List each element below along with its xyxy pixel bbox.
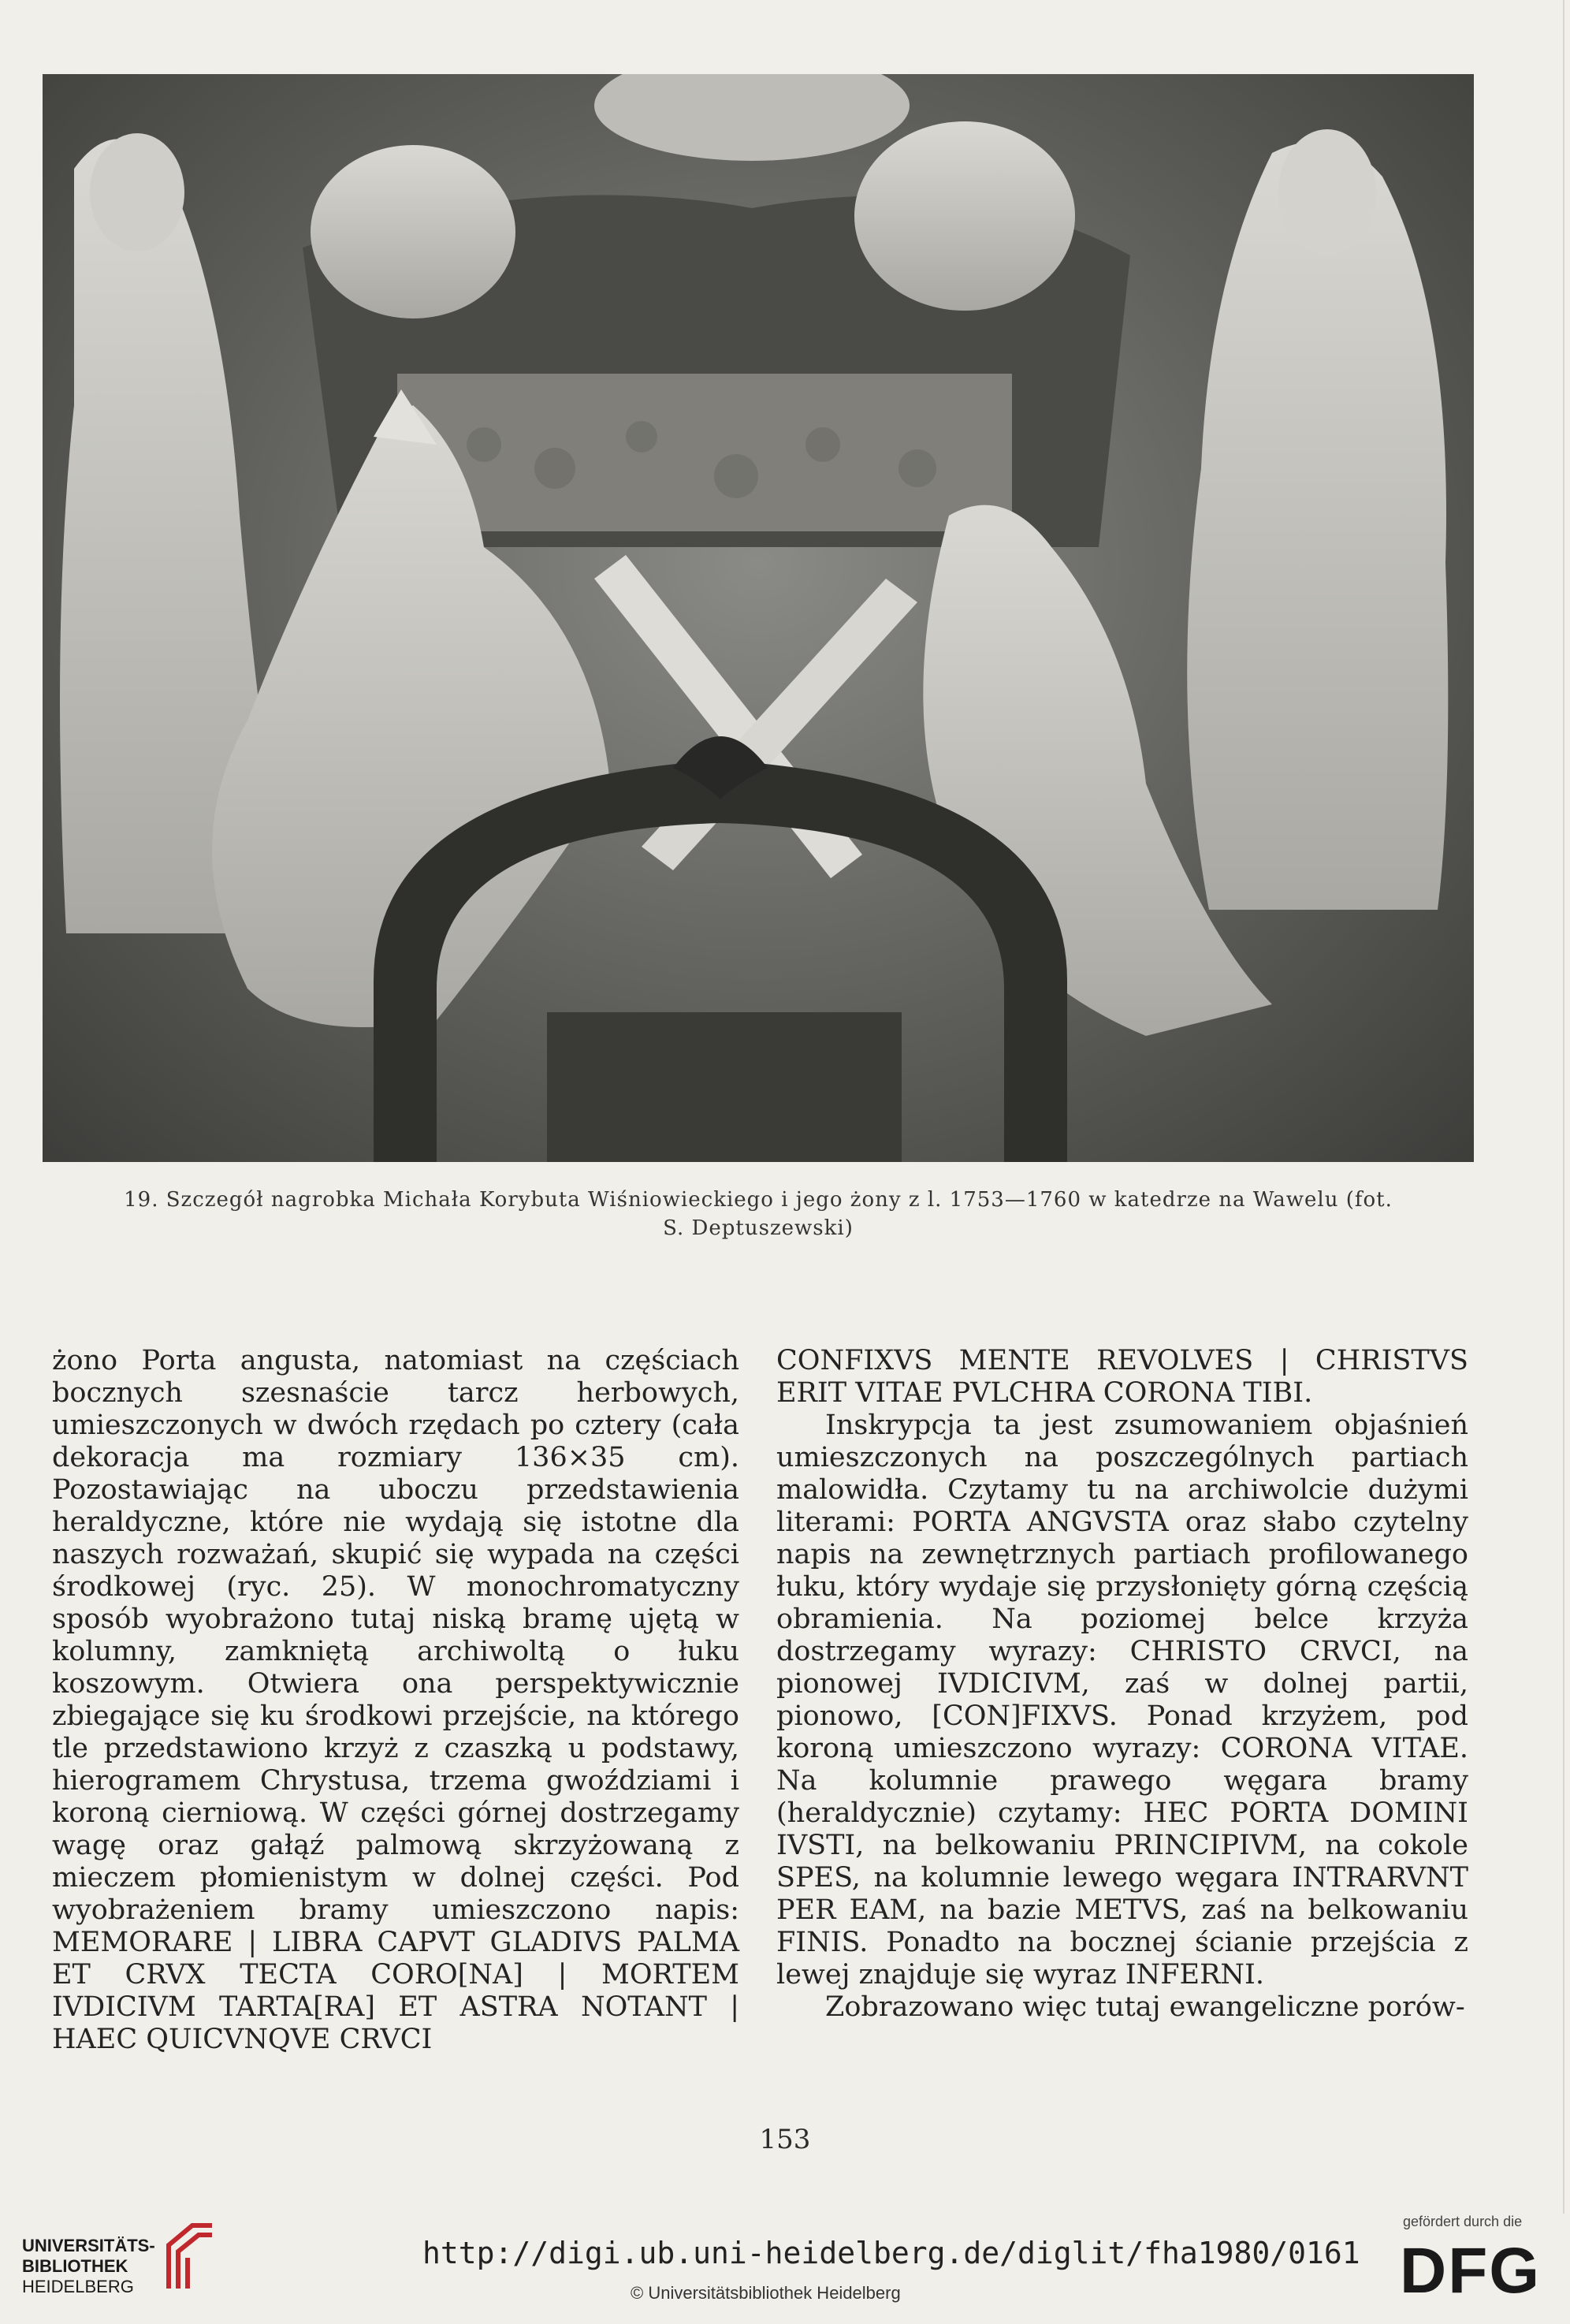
library-logo-icon (161, 2222, 216, 2294)
dfg-logo: DFG (1400, 2235, 1542, 2307)
caption-line-1: 19. Szczegół nagrobka Michała Korybuta Wiśniowieckiego i jego żony z l. 1753—1760 w katedrze na Wawelu (fot. (124, 1188, 1393, 1212)
permalink-url[interactable]: http://digi.ub.uni-heidelberg.de/diglit/fha1980/0161 (422, 2236, 1360, 2270)
left-paragraph: żono Porta angusta, natomiast na częściach bocznych szesnaście tarcz herbowych, umieszczonych w dwóch rzędach po cztery (cała dekoracja ma rozmiary 136×35 cm). Pozostawiając na uboczu przedstawienia heraldyczne, które nie wydają się istotne dla naszych rozważań, skupić się wypada na części środkowej (ryc. 25). W monochromatyczny sposób wyobrażono tutaj niską bramę ujętą w kolumny, zamkniętą archiwoltą o łuku koszowym. Otwiera ona perspektywicznie zbiegające się ku środkowi przejście, na którego tle przedstawiono krzyż z czaszką u podstawy, hierogramem Chrystusa, trzema gwoździami i koroną cierniową. W części górnej dostrzegamy wagę oraz gałąź palmową skrzyżowaną z mieczem płomienistym w dolnej części. Pod wyobrażeniem bramy umieszczono napis: MEMORARE | LIBRA CAPVT GLADIVS PALMA ET CRVX TECTA CORO[NA] | MORTEM IVDICIVM TARTA[RA] ET ASTRA NOTANT | HAEC QUICVNQVE CRVCI (52, 1345, 739, 2055)
library-name (22, 2236, 155, 2297)
right-text-column (776, 1345, 1468, 2024)
right-paragraph-1: CONFIXVS MENTE REVOLVES | CHRISTVS ERIT VITAE PVLCHRA CORONA TIBI. (776, 1345, 1468, 1409)
tomb-detail-photo (43, 74, 1474, 1162)
funded-by-label: gefördert durch die (1403, 2214, 1523, 2229)
library-name-line-3: HEIDELBERG (22, 2277, 134, 2296)
library-name-line-1: UNIVERSITÄTS- (22, 2236, 155, 2255)
caption-line-2: S. Deptuszewski) (663, 1216, 854, 1240)
page-fold-line (1563, 0, 1564, 2214)
library-name-line-2: BIBLIOTHEK (22, 2256, 128, 2276)
sculpture-photograph (43, 74, 1474, 1162)
page-number: 153 (759, 2124, 811, 2155)
right-paragraph-2: Inskrypcja ta jest zsumowaniem objaśnień umieszczonych na poszczególnych partiach malowidła. Czytamy tu na archiwolcie dużymi literami: PORTA ANGVSTA oraz słabo czytelny napis na zewnętrznych partiach profilowanego łuku, który wydaje się przysłonięty górną częścią obramienia. Na poziomej belce krzyża dostrzegamy wyrazy: CHRISTO CRVCI, na pionowej IVDICIVM, zaś w dolnej partii, pionowo, [CON]FIXVS. Ponad krzyżem, pod koroną umieszczono wyrazy: CORONA VITAE. Na kolumnie prawego węgara bramy (heraldycznie) czytamy: HEC PORTA DOMINI IVSTI, na belkowaniu PRINCIPIVM, na cokole SPES, na kolumnie lewego węgara INTRARVNT PER EAM, na bazie METVS, zaś na belkowaniu FINIS. Ponadto na bocznej ścianie przejścia z lewej znajduje się wyraz INFERNI. (776, 1410, 1468, 1991)
digitization-footer (0, 2214, 1570, 2324)
copyright-notice: © Universitätsbibliothek Heidelberg (631, 2283, 901, 2303)
left-text-column (52, 1345, 739, 2056)
right-paragraph-3: Zobrazowano więc tutaj ewangeliczne porów- (825, 1991, 1465, 2023)
figure-caption (43, 1186, 1474, 1242)
